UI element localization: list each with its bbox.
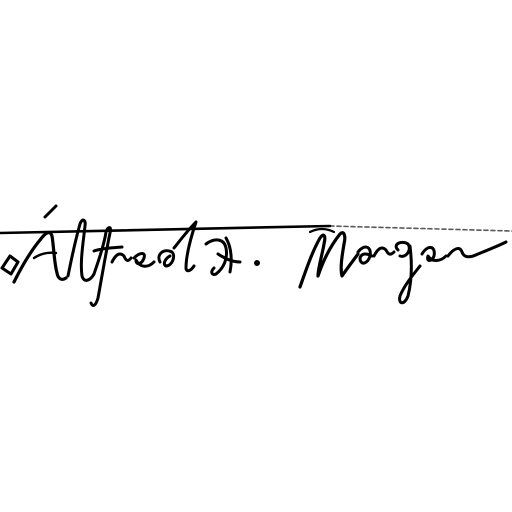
letters-organ bbox=[358, 242, 506, 303]
period-dot bbox=[254, 260, 260, 266]
letter-a bbox=[14, 233, 66, 282]
middle-initial bbox=[206, 238, 240, 275]
letter-m bbox=[300, 233, 358, 287]
accent-mark bbox=[45, 206, 56, 217]
leading-mark bbox=[2, 256, 18, 274]
signature-line-faded bbox=[330, 226, 512, 231]
letters-lfred bbox=[68, 220, 196, 305]
